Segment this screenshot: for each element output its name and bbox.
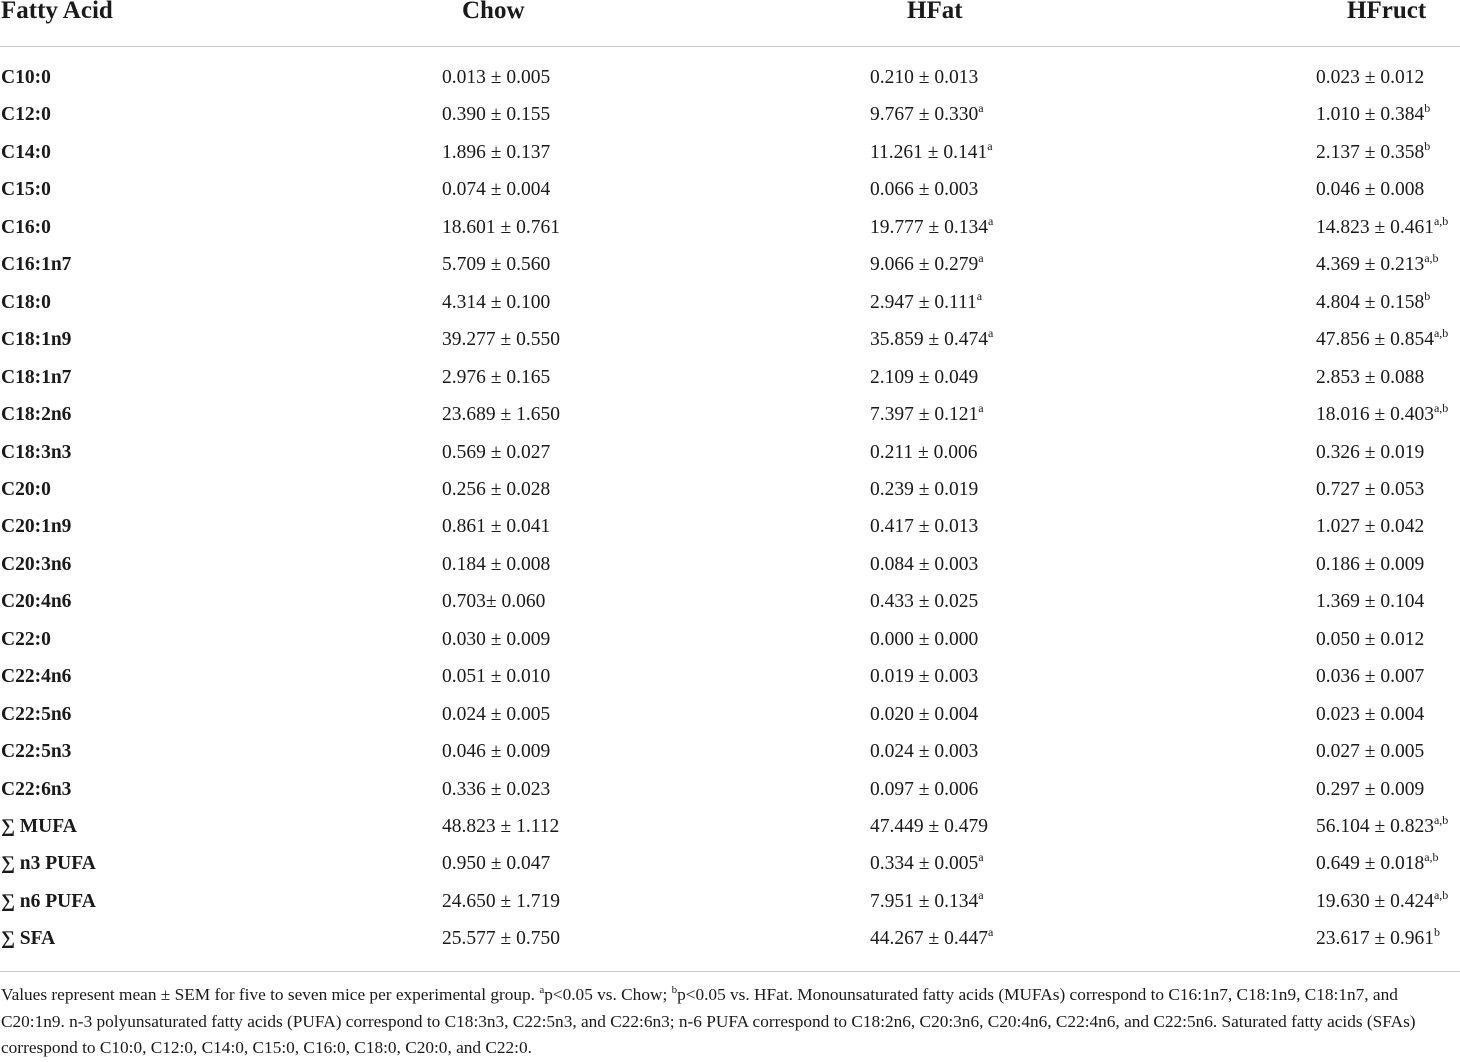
- table-footnote: [1, 982, 1459, 1062]
- cell-chow-value: 25.577 ± 0.750: [442, 928, 560, 950]
- cell-hfat: [870, 739, 978, 765]
- cell-hfruct-value: 0.649 ± 0.018: [1316, 853, 1425, 875]
- table-row: [0, 627, 1460, 664]
- cell-hfruct-value: 23.617 ± 0.961: [1316, 928, 1434, 950]
- row-label-value: ∑ SFA: [1, 928, 56, 950]
- row-label-value: C22:5n3: [1, 741, 72, 763]
- row-label: [1, 589, 71, 615]
- cell-hfruct-value: 18.016 ± 0.403: [1316, 404, 1434, 426]
- cell-hfat-value: 0.020 ± 0.004: [870, 703, 979, 725]
- row-label-value: C18:3n3: [1, 441, 72, 463]
- table-row: [0, 514, 1460, 551]
- cell-hfat-significance: a: [978, 401, 984, 416]
- table-row: [0, 851, 1460, 888]
- cell-hfruct-value: 14.823 ± 0.461: [1316, 216, 1434, 238]
- cell-hfruct: [1316, 777, 1424, 803]
- row-label: [1, 140, 51, 166]
- row-label: [1, 702, 71, 728]
- row-label-value: C22:4n6: [1, 666, 72, 688]
- row-label-value: C22:5n6: [1, 703, 72, 725]
- row-label-value: C18:0: [1, 291, 51, 313]
- row-label: [1, 177, 51, 203]
- header-hfat: HFat: [907, 0, 963, 24]
- row-label: [1, 365, 71, 391]
- header-chow: Chow: [462, 0, 525, 24]
- cell-hfat: [870, 140, 993, 166]
- cell-chow: [442, 102, 550, 128]
- cell-chow-value: 5.709 ± 0.560: [442, 254, 551, 276]
- table-row: [0, 327, 1460, 364]
- table-row: [0, 140, 1460, 177]
- cell-hfat-significance: a: [978, 101, 984, 116]
- cell-chow-value: 0.074 ± 0.004: [442, 179, 551, 201]
- row-label-value: C16:1n7: [1, 254, 72, 276]
- cell-hfat: [870, 851, 984, 877]
- cell-chow-value: 39.277 ± 0.550: [442, 329, 560, 351]
- cell-chow: [442, 365, 550, 391]
- cell-hfat-value: 2.109 ± 0.049: [870, 366, 979, 388]
- cell-hfat-value: 44.267 ± 0.447: [870, 928, 988, 950]
- row-label-value: ∑ n3 PUFA: [1, 853, 96, 875]
- row-label: [1, 290, 51, 316]
- cell-chow: [442, 402, 560, 428]
- cell-hfat-significance: a: [987, 213, 994, 228]
- row-label-value: ∑ MUFA: [1, 816, 77, 837]
- cell-hfat: [870, 889, 984, 915]
- cell-hfruct-value: 47.856 ± 0.854: [1316, 329, 1434, 351]
- cell-hfat: [870, 440, 977, 466]
- cell-hfat-value: 0.210 ± 0.013: [870, 67, 979, 88]
- cell-chow: [442, 739, 550, 765]
- cell-hfat-value: 19.777 ± 0.134: [870, 216, 988, 238]
- row-label: [1, 552, 71, 578]
- cell-hfat-significance: a: [987, 925, 994, 940]
- table-row: [0, 889, 1460, 926]
- cell-hfat: [870, 177, 978, 203]
- cell-hfat: [870, 477, 978, 503]
- cell-hfruct-value: 0.036 ± 0.007: [1316, 666, 1425, 688]
- cell-hfruct-value: 0.050 ± 0.012: [1316, 628, 1425, 650]
- row-label: [1, 926, 55, 952]
- cell-hfruct: [1316, 65, 1424, 91]
- cell-hfruct-significance: a,b: [1433, 401, 1449, 416]
- row-label: [1, 252, 71, 278]
- cell-hfruct: [1316, 889, 1448, 915]
- cell-hfruct-significance: a,b: [1433, 213, 1449, 228]
- cell-chow: [442, 177, 550, 203]
- table-row: [0, 777, 1460, 814]
- cell-hfat-value: 7.951 ± 0.134: [870, 890, 979, 912]
- cell-hfruct-value: 19.630 ± 0.424: [1316, 890, 1434, 912]
- table-row: [0, 252, 1460, 289]
- cell-chow-value: 18.601 ± 0.761: [442, 216, 560, 238]
- cell-chow: [442, 589, 545, 615]
- cell-hfat-value: 0.417 ± 0.013: [870, 516, 979, 538]
- cell-hfruct: [1316, 814, 1448, 840]
- cell-chow: [442, 851, 550, 877]
- cell-hfat: [870, 402, 984, 428]
- row-label-value: C15:0: [1, 179, 51, 201]
- cell-hfruct-significance: a,b: [1433, 813, 1449, 827]
- cell-hfat: [870, 65, 978, 91]
- row-label-value: C20:3n6: [1, 553, 72, 575]
- table-row: [0, 926, 1460, 963]
- footnote-sup-a: a: [539, 984, 545, 996]
- cell-hfat: [870, 702, 978, 728]
- cell-hfat-value: 0.433 ± 0.025: [870, 591, 979, 613]
- cell-hfruct: [1316, 290, 1430, 316]
- cell-hfat-value: 0.024 ± 0.003: [870, 741, 979, 763]
- table-row: [0, 177, 1460, 214]
- cell-chow: [442, 664, 550, 690]
- cell-chow: [442, 327, 560, 353]
- row-label-value: C20:1n9: [1, 516, 72, 538]
- cell-hfruct: [1316, 140, 1430, 166]
- row-label: [1, 627, 51, 653]
- cell-chow: [442, 702, 550, 728]
- cell-hfruct: [1316, 477, 1424, 503]
- cell-chow: [442, 627, 550, 653]
- cell-chow-value: 0.013 ± 0.005: [442, 67, 551, 88]
- cell-hfruct-value: 0.297 ± 0.009: [1316, 778, 1425, 800]
- cell-hfat-significance: a: [987, 138, 993, 153]
- cell-chow-value: 0.024 ± 0.005: [442, 703, 551, 725]
- cell-hfruct-significance: a,b: [1424, 251, 1439, 266]
- cell-hfruct-value: 0.326 ± 0.019: [1316, 441, 1425, 463]
- cell-chow: [442, 552, 550, 578]
- cell-hfruct-significance: b: [1424, 101, 1431, 116]
- cell-chow-value: 48.823 ± 1.112: [442, 816, 560, 837]
- cell-hfruct: [1316, 514, 1424, 540]
- cell-chow-value: 0.861 ± 0.041: [442, 516, 551, 538]
- cell-hfat-value: 11.261 ± 0.141: [870, 141, 988, 163]
- cell-hfat: [870, 514, 978, 540]
- cell-hfat: [870, 664, 978, 690]
- cell-hfruct: [1316, 627, 1424, 653]
- cell-hfruct-significance: a,b: [1424, 850, 1439, 865]
- row-label: [1, 440, 71, 466]
- cell-hfat: [870, 926, 993, 952]
- cell-hfruct: [1316, 177, 1424, 203]
- cell-chow: [442, 440, 550, 466]
- cell-chow: [442, 140, 550, 166]
- cell-hfruct: [1316, 440, 1424, 466]
- cell-hfat-value: 0.000 ± 0.000: [870, 628, 979, 650]
- cell-chow: [442, 290, 550, 316]
- row-label: [1, 814, 77, 840]
- cell-hfruct-significance: a,b: [1433, 887, 1449, 902]
- cell-hfruct-value: 0.023 ± 0.004: [1316, 703, 1425, 725]
- row-label-value: C10:0: [1, 67, 51, 88]
- cell-hfat-value: 0.239 ± 0.019: [870, 478, 979, 500]
- cell-hfat-value: 9.767 ± 0.330: [870, 104, 979, 126]
- cell-hfat: [870, 102, 984, 128]
- cell-chow-value: 0.336 ± 0.023: [442, 778, 551, 800]
- row-label: [1, 514, 71, 540]
- cell-hfat-significance: a: [976, 288, 983, 303]
- cell-chow: [442, 215, 560, 241]
- footnote-sup-b: b: [671, 984, 678, 996]
- cell-hfruct-significance: b: [1424, 288, 1431, 303]
- cell-hfat-significance: a: [987, 326, 994, 341]
- cell-chow-value: 0.950 ± 0.047: [442, 853, 551, 875]
- cell-chow-value: 4.314 ± 0.100: [442, 291, 551, 313]
- cell-hfruct: [1316, 851, 1439, 877]
- footnote-divider: [0, 971, 1460, 972]
- row-label-value: C18:1n9: [1, 329, 72, 351]
- cell-hfat-value: 0.066 ± 0.003: [870, 179, 979, 201]
- cell-hfat-value: 0.334 ± 0.005: [870, 853, 979, 875]
- header-fatty-acid: Fatty Acid: [1, 0, 113, 24]
- table-row: [0, 65, 1460, 102]
- cell-hfat: [870, 252, 984, 278]
- table-row: [0, 365, 1460, 402]
- cell-hfruct-value: 56.104 ± 0.823: [1316, 816, 1434, 837]
- row-label: [1, 777, 71, 803]
- cell-hfruct-value: 2.137 ± 0.358: [1316, 141, 1425, 163]
- row-label: [1, 402, 71, 428]
- cell-hfat: [870, 627, 978, 653]
- table-row: [0, 102, 1460, 139]
- cell-hfruct-value: 1.027 ± 0.042: [1316, 516, 1425, 538]
- cell-chow: [442, 926, 560, 952]
- cell-hfat: [870, 215, 993, 241]
- cell-hfruct-significance: b: [1424, 138, 1431, 153]
- cell-chow-value: 0.256 ± 0.028: [442, 478, 551, 500]
- cell-hfat: [870, 552, 978, 578]
- cell-hfruct-value: 1.369 ± 0.104: [1316, 591, 1425, 613]
- cell-chow-value: 0.030 ± 0.009: [442, 628, 551, 650]
- table-header: [0, 0, 1460, 47]
- cell-hfruct: [1316, 365, 1424, 391]
- cell-hfruct-value: 1.010 ± 0.384: [1316, 104, 1425, 126]
- table-row: [0, 589, 1460, 626]
- row-label-value: C14:0: [1, 141, 51, 163]
- cell-hfat-significance: a: [978, 251, 984, 266]
- cell-hfat-value: 9.066 ± 0.279: [870, 254, 979, 276]
- table-row: [0, 477, 1460, 514]
- cell-chow: [442, 477, 550, 503]
- table-row: [0, 739, 1460, 776]
- cell-hfruct: [1316, 702, 1424, 728]
- footnote-text-1: Values represent mean ± SEM for five to seven mice per experimental group.: [1, 985, 540, 1004]
- row-label: [1, 477, 51, 503]
- cell-hfruct: [1316, 327, 1448, 353]
- row-label: [1, 739, 71, 765]
- cell-hfruct: [1316, 739, 1424, 765]
- row-label-value: ∑ n6 PUFA: [1, 890, 96, 912]
- row-label-value: C18:2n6: [1, 404, 72, 426]
- cell-hfruct-significance: b: [1433, 925, 1440, 940]
- table-row: [0, 702, 1460, 739]
- cell-hfat-value: 47.449 ± 0.479: [870, 816, 988, 837]
- cell-hfruct: [1316, 664, 1424, 690]
- cell-hfruct-value: 0.046 ± 0.008: [1316, 179, 1425, 201]
- cell-chow: [442, 514, 550, 540]
- footnote-text-2: p<0.05 vs. Chow;: [544, 985, 672, 1004]
- table-row: [0, 814, 1460, 851]
- cell-chow: [442, 252, 550, 278]
- cell-hfruct-value: 4.804 ± 0.158: [1316, 291, 1425, 313]
- cell-chow-value: 2.976 ± 0.165: [442, 366, 551, 388]
- table-row: [0, 215, 1460, 252]
- row-label: [1, 889, 96, 915]
- cell-chow-value: 1.896 ± 0.137: [442, 141, 551, 163]
- cell-hfruct: [1316, 402, 1448, 428]
- cell-hfat-value: 0.211 ± 0.006: [870, 441, 978, 463]
- cell-chow: [442, 777, 550, 803]
- cell-hfruct-value: 0.023 ± 0.012: [1316, 67, 1425, 88]
- cell-hfat: [870, 814, 988, 840]
- cell-hfruct-value: 0.186 ± 0.009: [1316, 553, 1425, 575]
- cell-hfruct-value: 2.853 ± 0.088: [1316, 366, 1425, 388]
- header-hfruct: HFruct: [1347, 0, 1427, 24]
- cell-hfruct-value: 0.027 ± 0.005: [1316, 741, 1425, 763]
- table-row: [0, 552, 1460, 589]
- cell-chow: [442, 889, 560, 915]
- row-label: [1, 327, 71, 353]
- cell-hfruct: [1316, 552, 1424, 578]
- row-label: [1, 65, 51, 91]
- table-row: [0, 440, 1460, 477]
- table-row: [0, 402, 1460, 439]
- cell-hfruct: [1316, 102, 1430, 128]
- row-label-value: C20:4n6: [1, 591, 72, 613]
- cell-hfruct: [1316, 926, 1440, 952]
- row-label-value: C20:0: [1, 478, 51, 500]
- row-label: [1, 664, 71, 690]
- cell-hfruct: [1316, 589, 1424, 615]
- cell-hfat-value: 0.019 ± 0.003: [870, 666, 979, 688]
- footnote-text-3: p<0.05 vs. HFat. Monounsaturated fatty acids (MUFAs) correspond to C16:1n7, C18:1n9, C18:1n7, and C20:1n9. n-3 polyunsaturated fatty acids (PUFA) correspond to C18:3n3, C22:5n3, and C22:6n3; n-6 PUFA correspond to C18:2n6, C20:3n6, C20:4n6, C22:4n6, and C22:5n6. Saturated fatty acids (SFAs) correspond to C10:0, C12:0, C14:0, C15:0, C16:0, C18:0, C20:0, and C22:0.: [1, 985, 1416, 1057]
- cell-hfat-significance: a: [978, 850, 984, 865]
- cell-chow: [442, 65, 550, 91]
- cell-hfat-value: 0.097 ± 0.006: [870, 778, 979, 800]
- row-label: [1, 102, 51, 128]
- cell-chow-value: 0.569 ± 0.027: [442, 441, 551, 463]
- cell-hfruct-value: 4.369 ± 0.213: [1316, 254, 1425, 276]
- row-label: [1, 215, 51, 241]
- cell-hfat-value: 7.397 ± 0.121: [870, 404, 979, 426]
- table-row: [0, 290, 1460, 327]
- cell-chow-value: 23.689 ± 1.650: [442, 404, 560, 426]
- cell-hfat: [870, 327, 993, 353]
- cell-chow-value: 0.051 ± 0.010: [442, 666, 551, 688]
- cell-hfat-value: 0.084 ± 0.003: [870, 553, 979, 575]
- cell-hfruct: [1316, 252, 1439, 278]
- cell-hfat-value: 2.947 ± 0.111: [870, 291, 977, 313]
- row-label-value: C12:0: [1, 104, 51, 126]
- cell-hfat-significance: a: [978, 887, 984, 902]
- cell-hfat-value: 35.859 ± 0.474: [870, 329, 988, 351]
- table-row: [0, 664, 1460, 701]
- cell-chow-value: 0.390 ± 0.155: [442, 104, 551, 126]
- row-label-value: C22:6n3: [1, 778, 72, 800]
- row-label-value: C18:1n7: [1, 366, 72, 388]
- cell-chow-value: 24.650 ± 1.719: [442, 890, 560, 912]
- row-label: [1, 851, 96, 877]
- cell-hfat: [870, 365, 978, 391]
- cell-chow-value: 0.046 ± 0.009: [442, 741, 551, 763]
- cell-chow-value: 0.184 ± 0.008: [442, 553, 551, 575]
- cell-hfat: [870, 777, 978, 803]
- row-label-value: C22:0: [1, 628, 51, 650]
- cell-chow-value: 0.703± 0.060: [442, 591, 546, 613]
- cell-chow: [442, 814, 559, 840]
- cell-hfat: [870, 290, 982, 316]
- row-label-value: C16:0: [1, 216, 51, 238]
- cell-hfruct-significance: a,b: [1433, 326, 1449, 341]
- cell-hfruct-value: 0.727 ± 0.053: [1316, 478, 1425, 500]
- cell-hfat: [870, 589, 978, 615]
- cell-hfruct: [1316, 215, 1448, 241]
